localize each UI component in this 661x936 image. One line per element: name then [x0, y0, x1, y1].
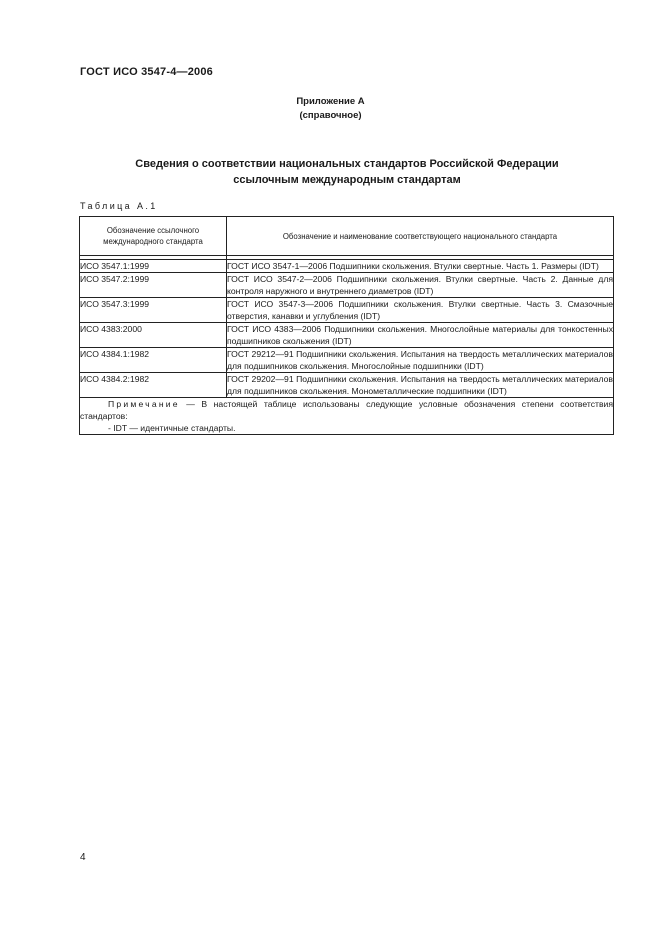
table-row	[80, 260, 614, 273]
international-standard-code: ИСО 4384.1:1982	[80, 348, 227, 373]
national-standard-description: ГОСТ 29212—91 Подшипники скольжения. Испытания на твердость металлических материалов для подшипников скольжения. Многослойные подшипники (IDT)	[227, 349, 613, 371]
section-heading-line1: Сведения о соответствии национальных стандартов Российской Федерации	[135, 158, 559, 170]
national-standard-description: ГОСТ ИСО 3547-1—2006 Подшипники скольжения. Втулки свертные. Часть 1. Размеры (IDT)	[227, 260, 614, 273]
national-standard-description: ГОСТ ИСО 4383—2006 Подшипники скольжения. Многослойные материалы для тонкостенных подшипников скольжения (IDT)	[227, 324, 613, 346]
column-header-national: Обозначение и наименование соответствующего национального стандарта	[227, 217, 614, 256]
international-standard-code: ИСО 3547.2:1999	[80, 273, 227, 298]
column-header-international: Обозначение ссылочного международного стандарта	[80, 217, 227, 256]
international-standard-code: ИСО 3547.3:1999	[80, 298, 227, 323]
section-heading-line2: ссылочным международным стандартам	[233, 174, 461, 186]
national-standard-description: ГОСТ 29202—91 Подшипники скольжения. Испытания на твердость металлических материалов для подшипников скольжения. Монометаллические подшипники (IDT)	[227, 374, 613, 396]
annex-block	[0, 95, 661, 123]
international-standard-code: ИСО 3547.1:1999	[80, 260, 227, 273]
annex-title: Приложение А	[296, 96, 365, 107]
note-item: - IDT — идентичные стандарты.	[108, 423, 236, 433]
table-caption: Таблица А.1	[80, 201, 158, 211]
national-standard-description: ГОСТ ИСО 3547-3—2006 Подшипники скольжения. Втулки свертные. Часть 3. Смазочные отверстия, канавки и углубления (IDT)	[227, 299, 613, 321]
document-code-header: ГОСТ ИСО 3547-4—2006	[80, 66, 214, 78]
international-standard-code: ИСО 4384.2:1982	[80, 373, 227, 398]
table-row	[80, 323, 614, 348]
table-note	[80, 398, 614, 435]
note-body: — В настоящей таблице использованы следующие условные обозначения степени соответствия стандартов:	[80, 399, 613, 421]
correspondence-table	[79, 216, 614, 435]
note-text	[80, 398, 613, 422]
page-number: 4	[80, 852, 86, 863]
international-standard-code: ИСО 4383:2000	[80, 323, 227, 348]
section-heading	[80, 156, 614, 188]
table-note-row	[80, 398, 614, 435]
table-header-row	[80, 217, 614, 256]
national-standard-description: ГОСТ ИСО 3547-2—2006 Подшипники скольжения. Втулки свертные. Часть 2. Данные для контроля наружного и внутреннего диаметров (IDT)	[227, 274, 613, 296]
table-row	[80, 348, 614, 373]
note-label: Примечание	[108, 399, 180, 409]
annex-type: (справочное)	[299, 110, 362, 121]
table-row	[80, 373, 614, 398]
table-row	[80, 298, 614, 323]
table-row	[80, 273, 614, 298]
